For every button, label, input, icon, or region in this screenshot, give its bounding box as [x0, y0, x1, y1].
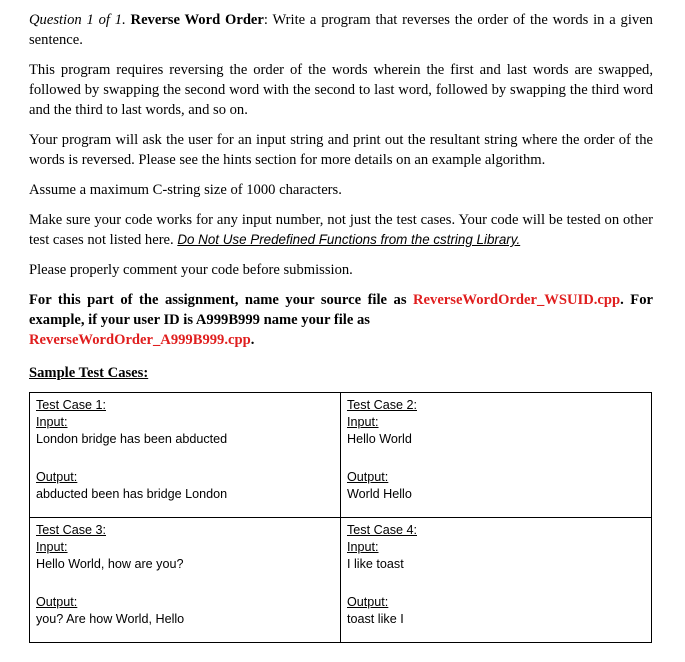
input-value: Hello World, how are you? — [36, 557, 184, 571]
output-value: World Hello — [347, 487, 412, 501]
paragraph-max-size: Assume a maximum C-string size of 1000 characters. — [29, 182, 342, 198]
test-case-cell — [30, 518, 341, 643]
cstring-warning: Do Not Use Predefined Functions from the cstring Library. — [177, 232, 521, 247]
test-note-text: Make sure your code works for any input number, not just the test cases. Your code will be tested on other test cases not listed here. — [29, 212, 653, 248]
paragraph-test-note — [29, 210, 653, 250]
input-value: London bridge has been abducted — [36, 432, 228, 446]
output-label: Output: — [347, 595, 389, 609]
question-intro: : Write a program that reverses the order of the words in a given sentence. — [29, 12, 653, 48]
paragraph-program-behavior: Your program will ask the user for an input string and print out the resultant string where the order of the words is reversed. Please see the hints section for more details on an example algorithm. — [29, 132, 653, 168]
input-label: Input: — [36, 540, 68, 554]
output-label: Output: — [36, 470, 78, 484]
test-case-cell — [30, 393, 341, 518]
test-case-title: Test Case 2: — [347, 398, 417, 412]
filename-template: ReverseWordOrder_WSUID.cpp — [413, 292, 621, 308]
output-label: Output: — [347, 470, 389, 484]
assignment-document — [29, 10, 653, 383]
test-case-title: Test Case 4: — [347, 523, 417, 537]
test-case-cell — [341, 518, 652, 643]
sample-test-cases-heading: Sample Test Cases: — [29, 365, 149, 381]
output-value: toast like I — [347, 612, 404, 626]
filename-example: ReverseWordOrder_A999B999.cpp — [29, 332, 251, 348]
input-label: Input: — [36, 415, 68, 429]
input-label: Input: — [347, 540, 379, 554]
input-label: Input: — [347, 415, 379, 429]
paragraph-description: This program requires reversing the order of the words wherein the first and last words are swapped, followed by swapping the second word with the second to last word, followed by swapping the third word and the third to last words, and so on. — [29, 62, 653, 118]
test-case-title: Test Case 3: — [36, 523, 106, 537]
test-case-title: Test Case 1: — [36, 398, 106, 412]
output-value: you? Are how World, Hello — [36, 612, 185, 626]
output-value: abducted been has bridge London — [36, 487, 228, 501]
naming-line1: For this part of the assignment, name your source file as — [29, 292, 413, 308]
paragraph-comment-note: Please properly comment your code before submission. — [29, 262, 353, 278]
naming-period1: . — [620, 292, 624, 308]
input-value: Hello World — [347, 432, 412, 446]
output-label: Output: — [36, 595, 78, 609]
question-number: Question 1 of 1. — [29, 12, 126, 28]
naming-instructions — [29, 290, 653, 350]
question-title: Reverse Word Order — [130, 12, 264, 28]
input-value: I like toast — [347, 557, 404, 571]
test-case-cell — [341, 393, 652, 518]
naming-period2: . — [250, 332, 255, 348]
question-header — [29, 10, 653, 50]
naming-line2: For example, if your user ID is A999B999 name your file as — [29, 292, 653, 328]
test-cases-table — [29, 392, 652, 643]
